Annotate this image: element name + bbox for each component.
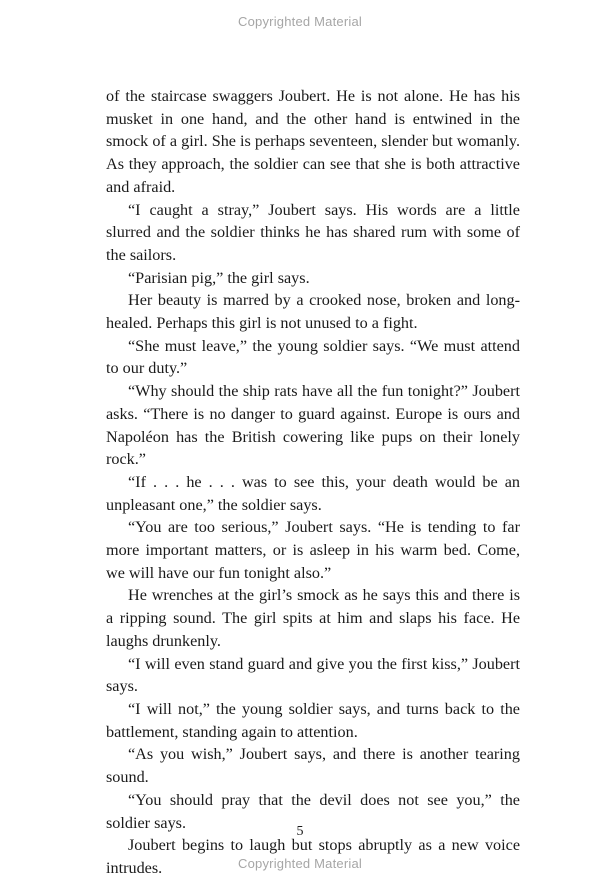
- paragraph-13: “You should pray that the devil does not see you,” the soldier says.: [106, 790, 520, 832]
- paragraph-1: of the staircase swaggers Joubert. He is not alone. He has his musket in one hand, and the other hand is entwined in the smock of a girl. She is perhaps seventeen, slender but womanly. As they approach, the soldier can see that she is both attractive and afraid.: [106, 87, 520, 196]
- paragraph-2: “I caught a stray,” Joubert says. His words are a little slurred and the soldier thinks he has shared rum with some of the sailors.: [106, 200, 520, 264]
- paragraph-6: “Why should the ship rats have all the fun tonight?” Joubert asks. “There is no danger to guard against. Europe is ours and Napoléon has the British cowering like pups on their lonely rock.”: [106, 382, 520, 469]
- paragraph-10: “I will even stand guard and give you the first kiss,” Joubert says.: [106, 654, 520, 696]
- paragraph-12: “As you wish,” Joubert says, and there is another tearing sound.: [106, 745, 520, 787]
- copyright-watermark-bottom: Copyrighted Material: [238, 856, 362, 871]
- paragraph-7: “If . . . he . . . was to see this, your death would be an unpleasant one,” the soldier says.: [106, 472, 520, 514]
- paragraph-4: Her beauty is marred by a crooked nose, broken and long-healed. Perhaps this girl is not unused to a fight.: [106, 291, 520, 333]
- paragraph-14: Joubert begins to laugh but stops abruptly as a new voice intrudes.: [106, 836, 520, 877]
- paragraph-3: “Parisian pig,” the girl says.: [128, 268, 310, 287]
- paragraph-11: “I will not,” the young soldier says, and turns back to the battlement, standing again to attention.: [106, 699, 520, 741]
- paragraph-5: “She must leave,” the young soldier says. “We must attend to our duty.”: [106, 336, 520, 378]
- paragraph-8: “You are too serious,” Joubert says. “He is tending to far more important matters, or is asleep in his warm bed. Come, we will have our fun tonight also.”: [106, 518, 520, 582]
- body-text: [106, 85, 520, 880]
- copyright-watermark-top: Copyrighted Material: [238, 14, 362, 29]
- paragraph-9: He wrenches at the girl’s smock as he says this and there is a ripping sound. The girl spits at him and slaps his face. He laughs drunkenly.: [106, 586, 520, 650]
- page-number: 5: [296, 824, 304, 839]
